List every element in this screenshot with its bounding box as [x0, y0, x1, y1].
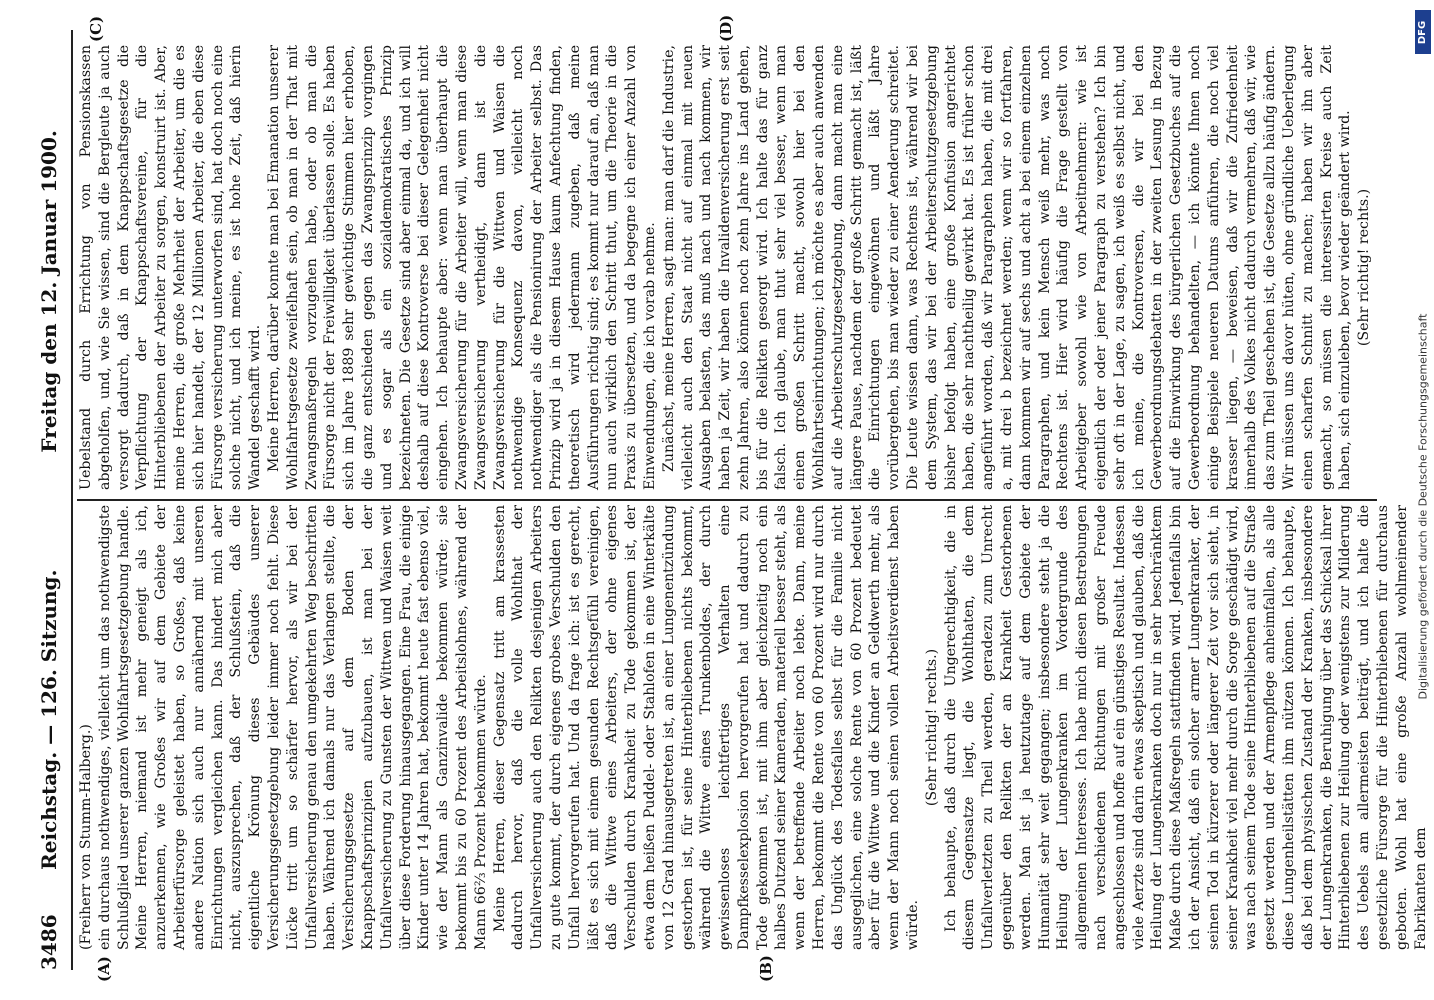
interjection: (Sehr richtig! rechts.)	[923, 648, 940, 807]
margin-marker-d: (D)	[717, 14, 735, 42]
dfg-logo: DFG	[1415, 10, 1431, 54]
paragraph: Zunächst, meine Herren, sagt man: man darf die Industrie, vielleicht auch den Staat nicht auf einmal mit neuen Ausgaben belasten, das muß nach und nach kommen, wir haben ja Zeit, wir haben die Invalidenversicherung erst seit zehn Jahren, also können noch zehn Jahre ins Land gehen, bis für die Relikten gesorgt wird. Ich halte das für ganz falsch. Ich glaube, man thut sehr viel besser, wenn man einen großen Schritt macht, sowohl hier bei den Wohlfahrtseinrichtungen; ich möchte es aber auch anwenden auf die Arbeiterschutzgesetzgebung, dann macht man eine längere Pause, nachdem der große Schritt gemacht ist, läßt die Einrichtungen eingewöhnen und läßt Jahre vorübergehen, bis man wieder zu einer Aenderung schreitet. Die Leute wissen dann, was Rechtens ist, während wir bei dem System, das wir bei der Arbeiterschutzgesetzgebung bisher befolgt haben, eine große Konfusion angerichtet haben, die sehr nachtheilig gewirkt hat. Es ist früher schon angeführt worden, daß wir Paragraphen haben, die mit drei a, mit drei b bezeichnet werden; wenn wir so fortfahren, dann kommen wir auf sechs und acht a bei einem einzelnen Paragraphen, und kein Mensch weiß mehr, was noch Rechtens ist. Hier wird häufig die Frage gestellt von Arbeitgeber sowohl wie von Arbeitnehmern: wie ist eigentlich der oder jener Paragraph zu verstehen? Ich bin sehr oft in der Lage, zu sagen, ich weiß es selbst nicht, und ich meine, die Kontroversen, die wir bei den Gewerbeordnungsdebatten in der zweiten Lesung in Bezug auf die Einwirkung des bürgerlichen Gesetzbuches auf die Gewerbeordnung behandelten, — ich könnte Ihnen noch einige Beispiele neueren Datums anführen, die noch viel krasser liegen, — beweisen, daß wir die Zufriedenheit innerhalb des Volkes nicht dadurch vermehren, daß wir, wie das zum Theil geschehen ist, die Gesetze allzu häufig ändern. Wir müssen uns davor hüten, ohne gründliche Ueberlegung einen scharfen Schnitt zu machen; haben wir ihn aber gemacht, so müssen die interessirten Kreise auch Zeit haben, sich einzuleben, bevor wieder geändert wird.	[660, 45, 1354, 490]
paragraph: Ich behaupte, daß durch die Ungerechtigkeit, die in diesem Gegensatze liegt, die Wohlthaten, die dem Unfallverletzten zu Theil werden, geradezu zum Unrecht gegenüber den Relikten der an Krankheit Gestorbenen werden. Man ist ja heutzutage auf dem Gebiete der Humanität sehr weit gegangen; insbesondere steht ja die Heilung der Lungenkranken im Vordergrunde des allgemeinen Interesses. Ich habe mich diesen Bestrebungen nach verschiedenen Richtungen mit großer Freude angeschlossen und hoffe auf ein günstiges Resultat. Indessen viele Aerzte sind darin etwas skeptisch und glauben, daß die Heilung der Lungenkranken doch nur in sehr beschränktem Maße durch diese Maßregeln stattfinden wird. Jedenfalls bin ich der Ansicht, daß ein solcher armer Lungenkranker, der seinen Tod in kürzerer oder längerer Zeit vor sich sieht, in seiner Krankheit viel mehr durch die Sorge geschädigt wird, was nach seinem Tode seine Hinterbliebenen auf die Straße gesetzt werden und der Armenpflege anheimfallen, als alle diese Lungenheilstätten ihm nützen können. Ich behaupte, daß bei dem physischen Zustand der Kranken, insbesondere der Lungenkranken, die Beruhigung über das Schicksal ihrer Hinterbliebenen zur Heilung oder wenigstens zur Milderung des Uebels am allermeisten beiträgt, und ich halte die gesetzliche Fürsorge für die Hinterbliebenen für durchaus geboten. Wohl hat eine große Anzahl wohlmeinender Fabrikanten dem	[942, 505, 1429, 950]
left-text-column	[77, 505, 1429, 950]
credit-text: Digitalisierung gefördert durch die Deutsche Forschungsgemeinschaft	[1416, 313, 1430, 700]
paragraph: Meine Herren, dieser Gegensatz tritt am krassesten dadurch hervor, daß die volle Wohlthat der Unfallversicherung auch den Relikten desjenigen Arbeiters zu gute kommt, der durch eigenes grobes Verschulden den Unfall hervorgerufen hat. Und da frage ich: ist es gerecht, läßt es sich mit einem gesunden Rechtsgefühl vereinigen, daß die Wittwe eines Arbeiters, der ohne eigenes Verschulden durch Krankheit zu Tode gekommen ist, der etwa dem heißen Puddel- oder Stahlofen in eine Winterkälte von 12 Grad hinausgetreten ist, an einer Lungenentzündung gestorben ist, für seine Hinterbliebenen nichts bekommt, während die Wittwe eines Trunkenboldes, der durch gewissenloses leichtfertiges Verhalten eine Dampfkesselexplosion hervorgerufen hat und dadurch zu Tode gekommen ist, mit ihm aber gleichzeitig noch ein halbes Dutzend seiner Kameraden, materiell besser steht, als wenn der betreffende Arbeiter noch lebte. Dann, meine Herren, bekommt die Rente von 60 Prozent wird nur durch das Unglück des Todesfalles selbst für die Familie nicht ausgeglichen, eine solche Rente von 60 Prozent bedeutet aber für die Wittwe und die Kinder an Geldwerth mehr, als wenn der Mann noch seinen vollen Arbeitsverdienst haben würde.	[491, 505, 922, 950]
header-rule	[71, 30, 73, 970]
digitization-credit	[1415, 10, 1431, 990]
column-divider	[77, 499, 1377, 501]
paragraph: ein durchaus nothwendiges, vielleicht um das nothwendigste Schlußglied unserer ganzen Wohlfahrtsgesetzgebung handle. Meine Herren, niemand ist mehr geneigt als ich, anzuerkennen, wie Großes wir auf dem Gebiete der Arbeiterfürsorge geleistet haben, so Großes, daß keine andere Nation sich auch nur annähernd mit unseren Einrichtungen vergleichen kann. Das hindert mich aber nicht, auszusprechen, daß der Schlußstein, daß die eigentliche Krönung dieses Gebäudes unserer Versicherungsgesetzgebung leider immer noch fehlt. Diese Lücke tritt um so schärfer hervor, als wir bei der Unfallversicherung genau den umgekehrten Weg beschritten haben. Während ich damals nur das Verlangen stellte, die Versicherungsgesetze auf dem Boden der Knappschaftsprinzipien aufzubauen, ist man bei der Unfallversicherung zu Gunsten der Wittwen und Waisen weit über diese Forderung hinausgegangen. Eine Frau, die einige Kinder unter 14 Jahren hat, bekommt heute fast ebenso viel, wie der Mann als Ganzinvalide bekommen würde; sie bekommt bis zu 60 Prozent des Arbeitslohnes, während der Mann 66⅔ Prozent bekommen würde.	[96, 505, 489, 950]
session-date: Freitag den 12. Januar 1900.	[37, 130, 61, 453]
margin-marker-b: (B)	[757, 955, 775, 982]
session-title: Reichstag. — 126. Sitzung.	[37, 569, 61, 870]
speaker-label: (Freiherr von Stumm-Halberg.)	[78, 724, 94, 950]
interjection: (Sehr richtig! rechts.)	[1356, 188, 1373, 347]
page-number: 3486	[37, 914, 61, 970]
right-text-column	[77, 45, 1377, 490]
paragraph: Meine Herren, darüber konnte man bei Emanation unserer Wohlfahrtsgesetze zweifelhaft sein, ob man in der That mit Zwangsmaßregeln vorzugehen habe, oder ob man die Fürsorge nicht der Freiwilligkeit überlassen solle. Es haben sich im Jahre 1889 sehr gewichtige Stimmen hier erhoben, die ganz entschieden gegen das Zwangsprinzip vorgingen und es sogar als ein sozialdemokratisches Prinzip bezeichneten. Die Gesetze sind aber einmal da, und ich will deshalb auf diese Kontroverse bei dieser Gelegenheit nicht eingehen. Ich behaupte aber: wenn man überhaupt die Zwangsversicherung für die Arbeiter will, wenn man diese Zwangsversicherung vertheidigt, dann ist die Zwangsversicherung für die Wittwen und Waisen die nothwendige Konsequenz davon, vielleicht noch nothwendiger als die Pensionirung der Arbeiter selbst. Das Prinzip wird ja in diesem Hause kaum Anfechtung finden, theoretisch wird jedermann zugeben, daß meine Ausführungen richtig sind; es kommt nur darauf an, daß man nun auch wirklich den Schritt thut, um die Theorie in die Praxis zu übersetzen, und da begegne ich einer Anzahl von Einwendungen, die ich vorab nehme.	[265, 45, 658, 490]
margin-marker-a: (A)	[95, 956, 113, 982]
margin-marker-c: (C)	[87, 15, 105, 42]
page-header	[33, 30, 67, 970]
paragraph: Uebelstand durch Errichtung von Pensionskassen abgeholfen, und, wie Sie wissen, sind die Bergleute ja auch versorgt dadurch, daß in dem Knappschaftsgesetze die Verpflichtung der Knappschaftsvereine, für die Hinterbliebenen der Arbeiter zu sorgen, konstruirt ist. Aber, meine Herren, die große Mehrheit der Arbeiter, um die es sich hier handelt, der 12 Millionen Arbeiter, die eben diese Fürsorge versicherung unterworfen sind, hat doch noch eine solche nicht, und ich meine, es ist hohe Zeit, daß hierin Wandel geschafft wird.	[78, 45, 264, 490]
